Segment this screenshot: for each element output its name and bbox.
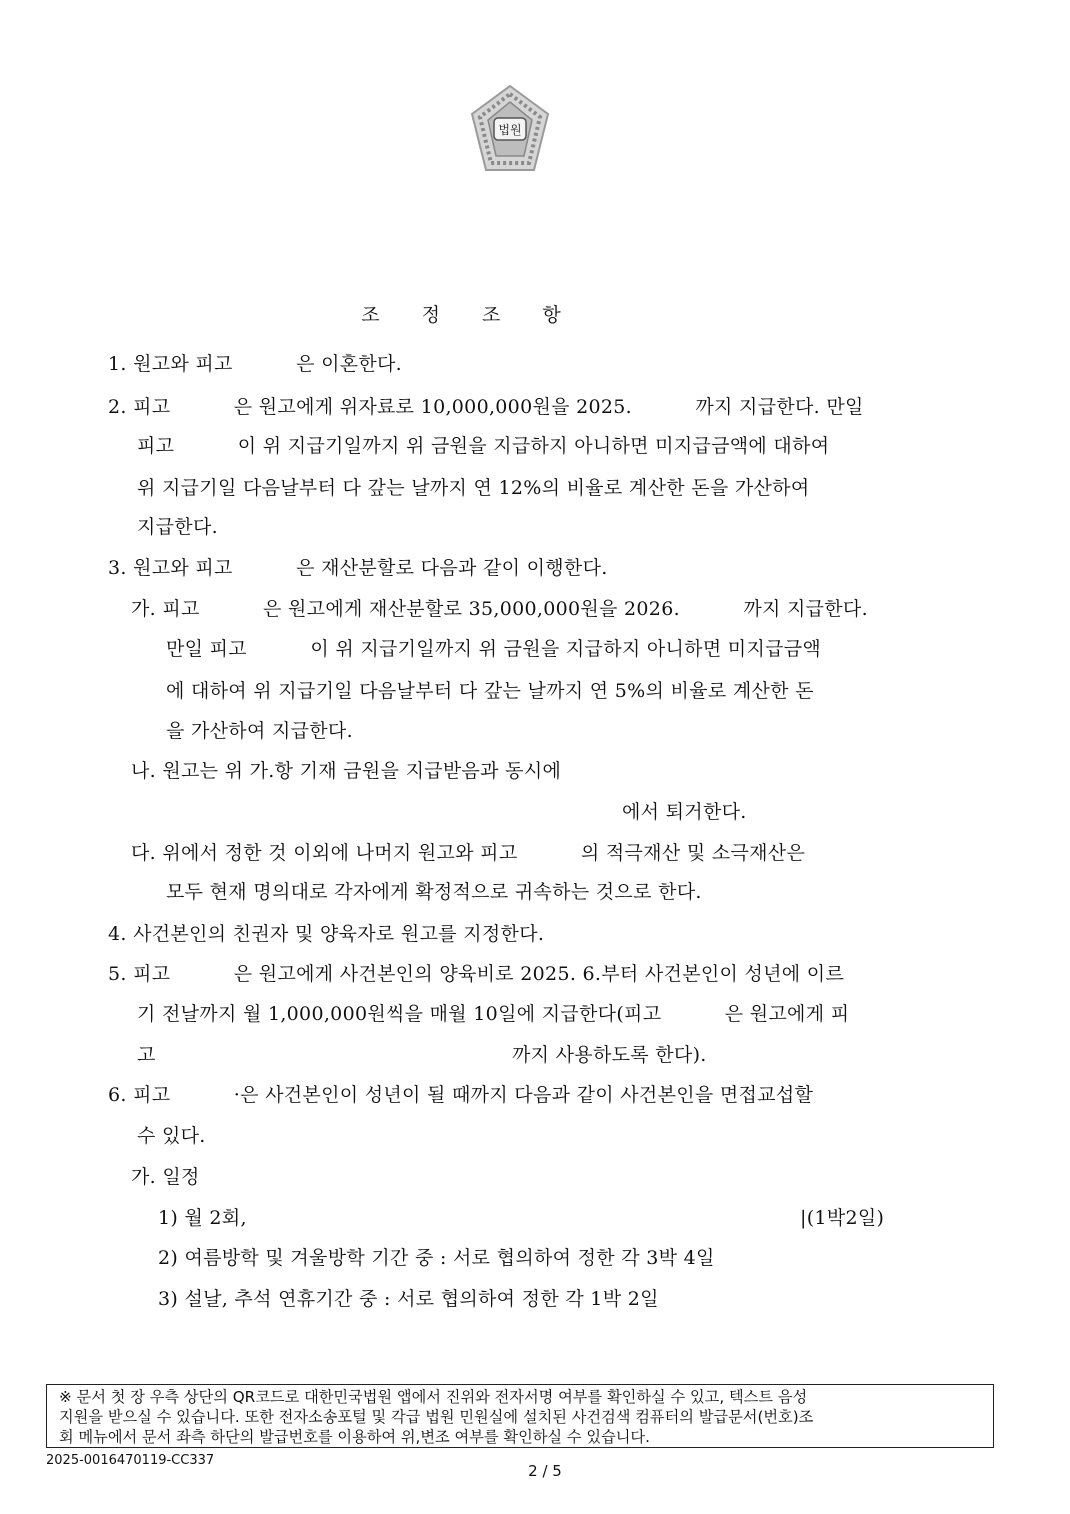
clause-2-line: 위 지급기일 다음날부터 다 갚는 날까지 연 12%의 비율로 계산한 돈을 가산하여 <box>137 477 810 499</box>
clause-3-a: 가. 피고 은 원고에게 재산분할로 35,000,000원을 2026. 까지 지급한다. <box>131 598 868 620</box>
schedule-item-2: 2) 여름방학 및 겨울방학 기간 중 : 서로 협의하여 정한 각 3박 4일 <box>158 1247 715 1269</box>
clause-3-b: 나. 원고는 위 가.항 기재 금원을 지급받음과 동시에 <box>131 760 562 782</box>
clause-3-c-line: 모두 현재 명의대로 각자에게 확정적으로 귀속하는 것으로 한다. <box>166 881 702 903</box>
svg-text:법원: 법원 <box>498 123 522 137</box>
court-seal-logo <box>468 80 552 176</box>
clause-5: 5. 피고 은 원고에게 사건본인의 양육비로 2025. 6.부터 사건본인이 성년에 이르 <box>108 963 845 985</box>
clause-3-c: 다. 위에서 정한 것 이외에 나머지 원고와 피고 의 적극재산 및 소극재산은 <box>131 842 806 864</box>
clause-2-line: 피고 이 위 지급기일까지 위 금원을 지급하지 아니하면 미지급금액에 대하여 <box>137 435 830 457</box>
clause-6: 6. 피고 ·은 사건본인이 성년이 될 때까지 다음과 같이 사건본인을 면접교섭할 <box>108 1084 814 1106</box>
notice-line: 지원을 받으실 수 있습니다. 또한 전자소송포털 및 각급 법원 민원실에 설치된 사건검색 컴퓨터의 발급문서(번호)조 <box>59 1408 814 1426</box>
clause-5-line: 고 <box>137 1044 156 1066</box>
notice-line: ※ 문서 첫 장 우측 상단의 QR코드로 대한민국법원 앱에서 진위와 전자서명 여부를 확인하실 수 있고, 텍스트 음성 <box>59 1388 808 1406</box>
clause-3-a-line: 을 가산하여 지급한다. <box>166 720 353 742</box>
notice-line: 회 메뉴에서 문서 좌측 하단의 발급번호를 이용하여 위,변조 여부를 확인하실 수 있습니다. <box>59 1428 650 1446</box>
clause-3-a-line: 에 대하여 위 지급기일 다음날부터 다 갚는 날까지 연 5%의 비율로 계산한 돈 <box>166 680 814 702</box>
clause-3-b-line: 에서 퇴거한다. <box>622 801 747 823</box>
schedule-item-1: 1) 월 2회, <box>158 1207 247 1229</box>
page-number: 2 / 5 <box>528 1462 562 1480</box>
clause-6-a: 가. 일정 <box>131 1166 200 1188</box>
clause-2: 2. 피고 은 원고에게 위자료로 10,000,000원을 2025. 까지 지급한다. 만일 <box>108 396 864 418</box>
clause-2-line: 지급한다. <box>137 516 218 538</box>
verification-notice-box <box>46 1384 994 1448</box>
issuance-number: 2025-0016470119-CC337 <box>46 1453 215 1468</box>
clause-5-line: 기 전날까지 월 1,000,000원씩을 매월 10일에 지급한다(피고 은 원고에게 피 <box>137 1003 850 1025</box>
clause-6-line: 수 있다. <box>137 1125 206 1147</box>
clause-4: 4. 사건본인의 친권자 및 양육자로 원고를 지정한다. <box>108 923 545 945</box>
schedule-item-1-note: |(1박2일) <box>800 1207 885 1229</box>
schedule-item-3: 3) 설날, 추석 연휴기간 중 : 서로 협의하여 정한 각 1박 2일 <box>158 1288 659 1310</box>
clause-3-a-line: 만일 피고 이 위 지급기일까지 위 금원을 지급하지 아니하면 미지급금액 <box>166 638 822 660</box>
clause-5-line: 까지 사용하도록 한다). <box>512 1044 707 1066</box>
clause-1: 1. 원고와 피고 은 이혼한다. <box>108 353 403 375</box>
clause-3: 3. 원고와 피고 은 재산분할로 다음과 같이 이행한다. <box>108 557 608 579</box>
section-title: 조 정 조 항 <box>361 304 579 326</box>
